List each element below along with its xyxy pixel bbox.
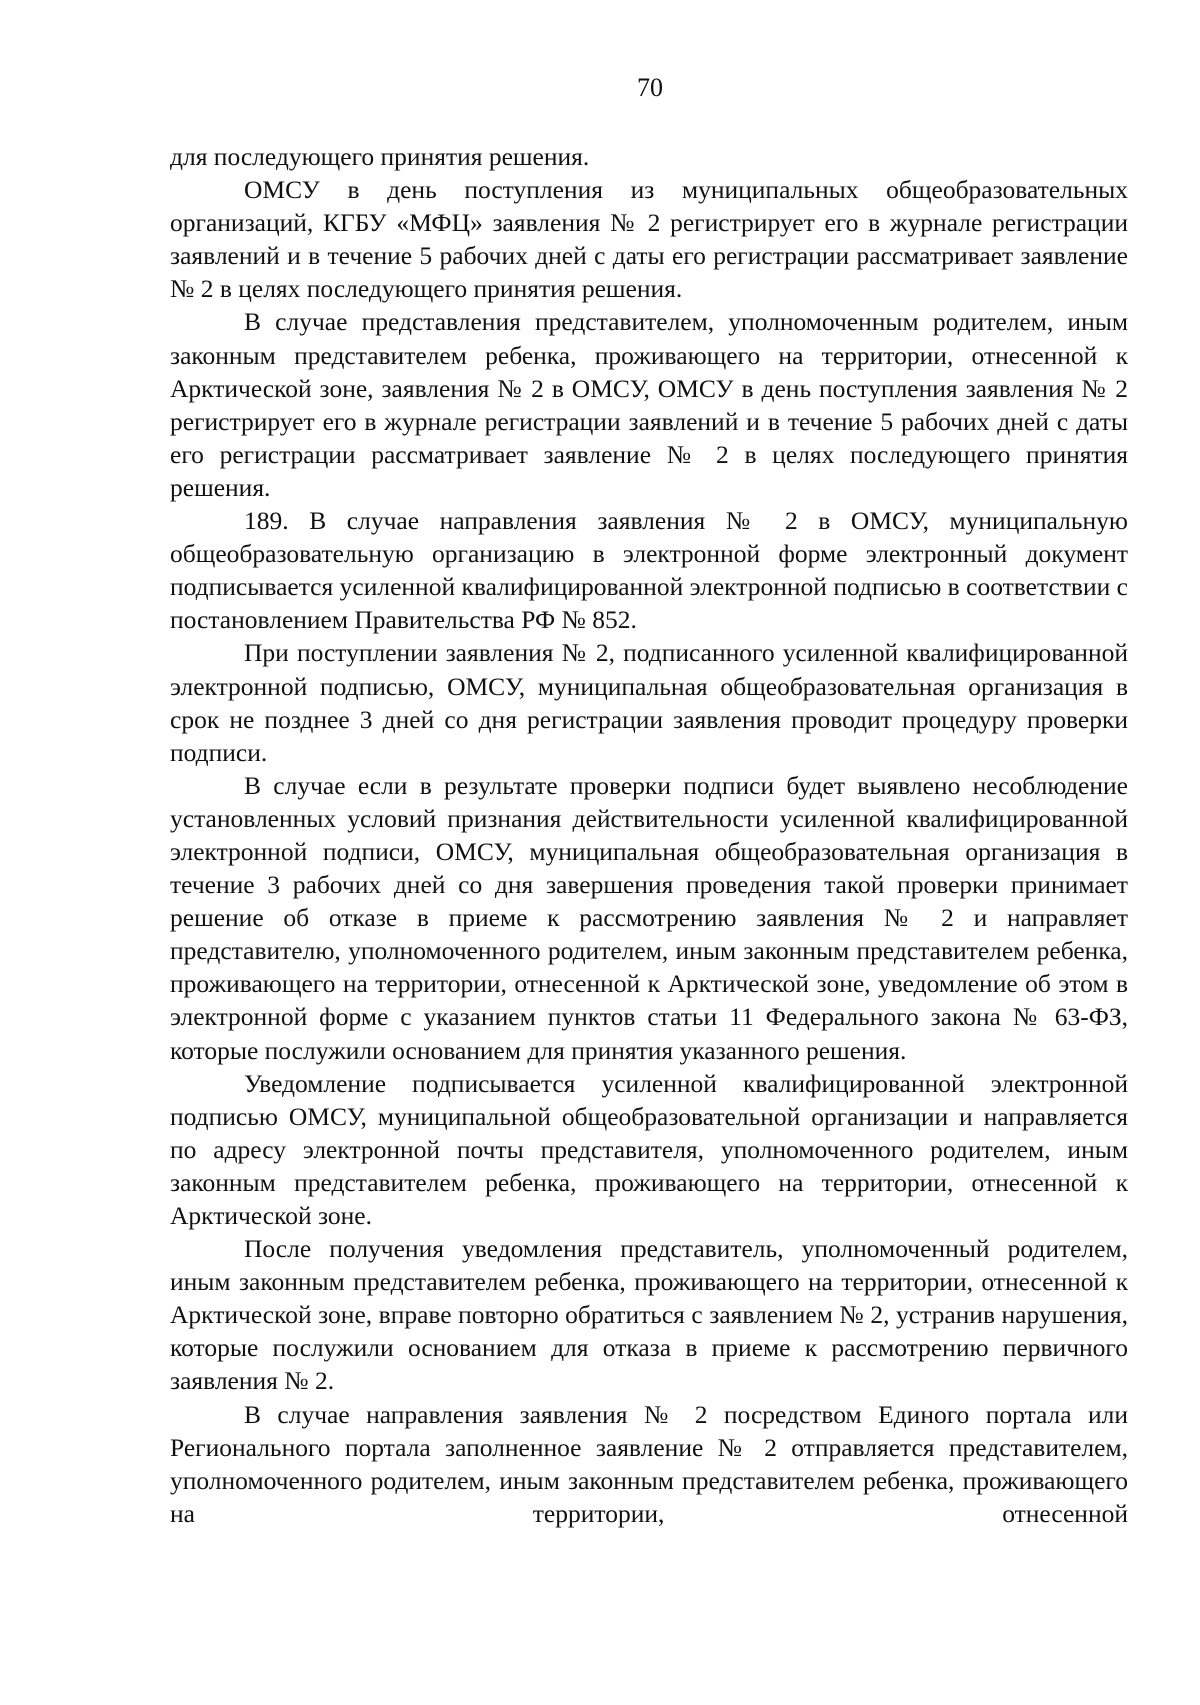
- paragraph-portal-submission: В случае направления заявления № 2 посредством Единого портала или Регионального портала заполненное заявление № 2 отправляется представителем, уполномоченного родителем, иным законным представителем ребенка, проживающего на территории, отнесенной: [170, 1399, 1128, 1528]
- paragraph-omsu-registration: ОМСУ в день поступления из муниципальных общеобразовательных организаций, КГБУ «МФЦ» заявления № 2 регистрирует его в журнале регистрации заявлений и в течение 5 рабочих дней с даты его регистрации рассматривает заявление № 2 в целях последующего принятия решения.: [170, 175, 1128, 304]
- paragraph-check-failure: В случае если в результате проверки подписи будет выявлено несоблюдение установленных условий признания действительности усиленной квалифицированной электронной подписи, ОМСУ, муниципальная общеобразовательная организация в течение 3 рабочих дней со дня завершения проведения такой проверки принимает решение об отказе в приеме к рассмотрению заявления № 2 и направляет представителю, уполномоченного родителем, иным законным представителем ребенка, проживающего на территории, отнесенной к Арктической зоне, уведомление об этом в электронной форме с указанием пунктов статьи 11 Федерального закона № 63-ФЗ, которые послужили основанием для принятия указанного решения.: [170, 770, 1128, 1065]
- paragraph-representative-submission: В случае представления представителем, уполномоченным родителем, иным законным представителем ребенка, проживающего на территории, отнесенной к Арктической зоне, заявления № 2 в ОМСУ, ОМСУ в день поступления заявления № 2 регистрирует его в журнале регистрации заявлений и в течение 5 рабочих дней с даты его регистрации рассматривает заявление № 2 в целях последующего принятия решения.: [170, 307, 1128, 502]
- document-body: [170, 140, 1128, 1530]
- paragraph-resubmission: После получения уведомления представитель, уполномоченный родителем, иным законным представителем ребенка, проживающего на территории, отнесенной к Арктической зоне, вправе повторно обратиться с заявлением № 2, устранив нарушения, которые послужили основанием для отказа в приеме к рассмотрению первичного заявления № 2.: [170, 1234, 1128, 1396]
- paragraph-189-electronic-signature: 189. В случае направления заявления № 2 в ОМСУ, муниципальную общеобразовательную организацию в электронной форме электронный документ подписывается усиленной квалифицированной электронной подписью в соответствии с постановлением Правительства РФ № 852.: [170, 506, 1128, 635]
- paragraph-notification: Уведомление подписывается усиленной квалифицированной электронной подписью ОМСУ, муниципальной общеобразовательной организации и направляется по адресу электронной почты представителя, уполномоченного родителем, иным законным представителем ребенка, проживающего на территории, отнесенной к Арктической зоне.: [170, 1068, 1128, 1230]
- paragraph-signature-check: При поступлении заявления № 2, подписанного усиленной квалифицированной электронной подписью, ОМСУ, муниципальная общеобразовательная организация в срок не позднее 3 дней со дня регистрации заявления проводит процедуру проверки подписи.: [170, 638, 1128, 767]
- paragraph-continuation: для последующего принятия решения.: [170, 142, 590, 171]
- page-number: 70: [637, 73, 663, 102]
